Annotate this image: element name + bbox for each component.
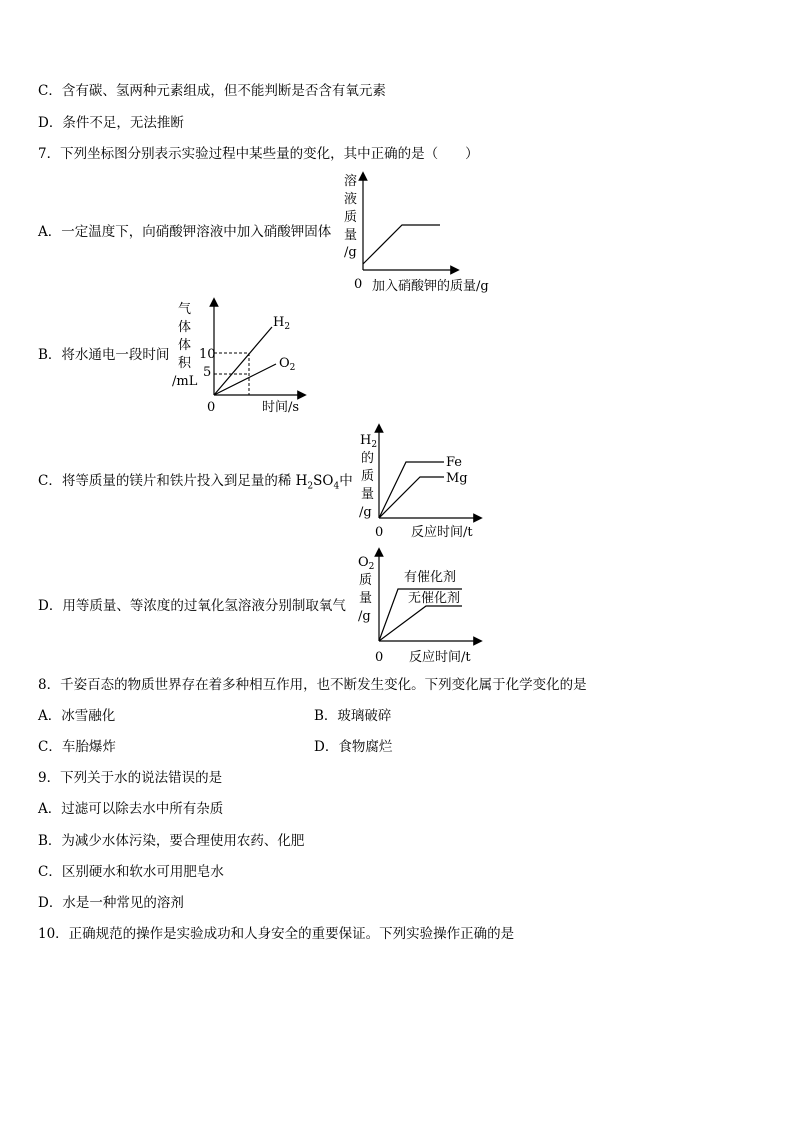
q7-c-ylabel-4: 量 — [361, 487, 375, 502]
q7-option-d: D．用等质量、等浓度的过氧化氢溶液分别制取氧气 — [38, 598, 346, 614]
q7-option-a: A．一定温度下，向硝酸钾溶液中加入硝酸钾固体 — [38, 224, 332, 240]
q7-b-ylabel-5: /mL — [172, 374, 198, 389]
q9-option-b: B．为减少水体污染，要合理使用农药、化肥 — [38, 833, 305, 849]
q7-a-ylabel-5: /g — [344, 245, 357, 260]
q7-d-ylabel-4: /g — [358, 609, 371, 624]
q7-b-tick-10: 10 — [199, 347, 216, 362]
q8-option-b: B．玻璃破碎 — [314, 708, 392, 724]
q7-a-ylabel-4: 量 — [344, 228, 358, 243]
q7-d-ylabel-2: 质 — [359, 573, 373, 588]
q7-c-ylabel-5: /g — [359, 505, 372, 520]
q6-option-d: D．条件不足，无法推断 — [38, 115, 184, 131]
q8-option-c: C．车胎爆炸 — [38, 739, 116, 755]
q7-c-ylabel-h2: $H_2$ — [360, 433, 378, 450]
q7-a-xlabel: 加入硝酸钾的质量/g — [372, 279, 489, 294]
q7-d-nocat-label: 无催化剂 — [408, 591, 461, 606]
q7-b-ylabel-3: 体 — [178, 338, 192, 353]
q7-a-ylabel-3: 质 — [344, 210, 358, 225]
q8-option-d: D．食物腐烂 — [314, 739, 393, 755]
q7-b-o2-label: $O_2$ — [279, 356, 296, 373]
q7-a-ylabel-2: 液 — [344, 192, 358, 207]
q7-stem: 7．下列坐标图分别表示实验过程中某些量的变化，其中正确的是（ ） — [38, 146, 479, 162]
q7-a-ylabel-1: 溶 — [344, 174, 358, 189]
q7-b-origin: 0 — [207, 400, 216, 415]
q7-b-h2-label: $H_2$ — [273, 315, 291, 332]
q7-c-ylabel-3: 质 — [361, 469, 375, 484]
q9-option-c: C．区别硬水和软水可用肥皂水 — [38, 864, 224, 880]
q7-c-mg-label: Mg — [446, 471, 468, 486]
q9-stem: 9．下列关于水的说法错误的是 — [38, 770, 223, 786]
q7-b-tick-5: 5 — [203, 365, 212, 380]
q7-d-origin: 0 — [375, 650, 384, 665]
q7-option-c: C．将等质量的镁片和铁片投入到足量的稀 $H_2SO_4$中 — [38, 473, 353, 492]
q7-c-xlabel: 反应时间/t — [411, 525, 473, 540]
q7-d-cat-label: 有催化剂 — [404, 570, 457, 585]
q7-b-ylabel-4: 积 — [178, 356, 192, 371]
q7-c-origin: 0 — [375, 525, 384, 540]
q9-option-d: D．水是一种常见的溶剂 — [38, 895, 184, 911]
q7-d-xlabel: 反应时间/t — [409, 650, 471, 665]
q8-stem: 8．千姿百态的物质世界存在着多种相互作用，也不断发生变化。下列变化属于化学变化的是 — [38, 677, 587, 693]
q7-c-fe-label: Fe — [446, 455, 463, 470]
q7-b-xlabel: 时间/s — [262, 400, 300, 415]
q7-a-origin: 0 — [354, 277, 363, 292]
q7-d-ylabel-3: 量 — [359, 591, 373, 606]
q9-option-a: A．过滤可以除去水中所有杂质 — [38, 801, 224, 817]
q7-option-b: B．将水通电一段时间 — [38, 347, 170, 363]
q10-stem: 10．正确规范的操作是实验成功和人身安全的重要保证。下列实验操作正确的是 — [38, 926, 515, 942]
q6-option-c: C．含有碳、氢两种元素组成，但不能判断是否含有氧元素 — [38, 83, 386, 99]
q7-d-ylabel-o2: $O_2$ — [358, 555, 375, 572]
q7-c-ylabel-2: 的 — [361, 451, 375, 466]
q7-b-ylabel-1: 气 — [178, 302, 192, 317]
q7-b-ylabel-2: 体 — [178, 320, 192, 335]
q8-option-a: A．冰雪融化 — [38, 708, 116, 724]
q7-d-nocat-curve — [379, 606, 462, 641]
